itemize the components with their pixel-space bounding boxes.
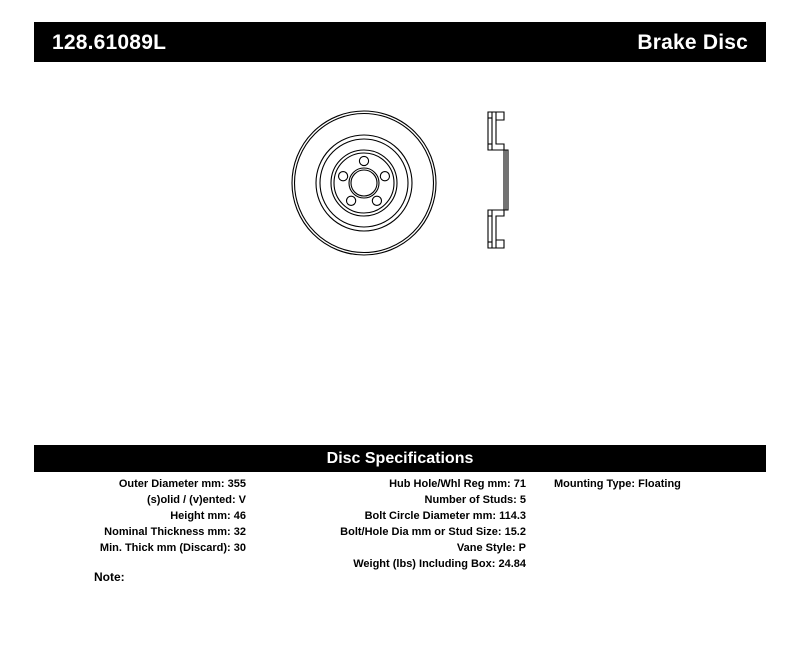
- spec-column-right: [540, 476, 790, 492]
- technical-drawing-area: [34, 70, 766, 430]
- spec-item: Min. Thick mm (Discard): 30: [99, 542, 246, 554]
- spec-item: (s)olid / (v)ented: V: [147, 494, 246, 506]
- spec-item: Hub Hole/Whl Reg mm: 71: [389, 478, 526, 490]
- spec-column-left: [10, 476, 260, 556]
- disc-specifications-header: [34, 445, 766, 472]
- spec-item: Bolt Circle Diameter mm: 114.3: [364, 510, 526, 522]
- spec-column-middle: [260, 476, 540, 572]
- part-number-label: 128.61089L: [52, 30, 167, 54]
- spec-item: Outer Diameter mm: 355: [118, 478, 246, 490]
- brake-rotor-front-view: [284, 98, 444, 273]
- brake-rotor-cross-section-view: [474, 98, 534, 273]
- spec-item: Vane Style: P: [456, 542, 526, 554]
- note-row: [34, 568, 534, 586]
- spec-item: Mounting Type: Floating: [554, 478, 681, 490]
- disc-specifications-columns: [10, 476, 790, 572]
- page-title: Brake Disc: [637, 30, 748, 54]
- document-header-bar: [34, 22, 766, 62]
- note-label: Note:: [94, 570, 125, 584]
- spec-item: Weight (lbs) Including Box: 24.84: [353, 558, 526, 570]
- spec-item: Nominal Thickness mm: 32: [104, 526, 246, 538]
- spec-item: Height mm: 46: [170, 510, 246, 522]
- disc-specifications-title: Disc Specifications: [326, 449, 474, 467]
- spec-item: Bolt/Hole Dia mm or Stud Size: 15.2: [340, 526, 526, 538]
- spec-item: Number of Studs: 5: [424, 494, 526, 506]
